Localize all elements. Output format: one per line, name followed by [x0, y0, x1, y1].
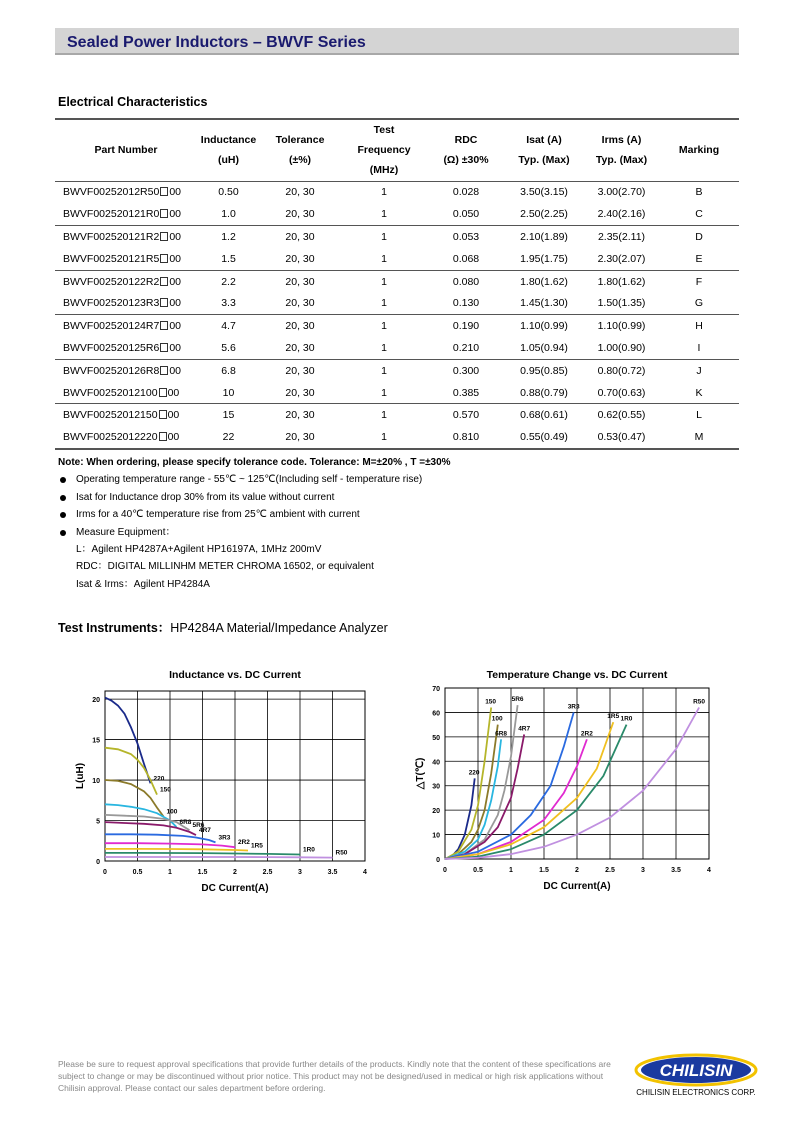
part-number-suffix: 00 [169, 208, 181, 221]
tolerance-code-box [159, 432, 167, 441]
y-tick-label: 20 [432, 808, 440, 816]
note-bullet: Irms for a 40℃ temperature rise from 25℃ ambient with current [58, 506, 451, 523]
series-line-100 [105, 780, 164, 817]
column-header [340, 119, 428, 181]
rdc-cell: 0.050 [428, 203, 504, 225]
isat-cell: 1.80(1.62) [520, 275, 568, 288]
part-number-suffix: 00 [169, 275, 181, 288]
series-label: 2R2 [580, 730, 593, 738]
x-tick-label: 0 [103, 869, 107, 876]
marking-cell: D [695, 230, 703, 243]
x-tick-label: 4 [707, 867, 711, 874]
series-label: 220 [153, 775, 165, 783]
part-number-suffix: 00 [167, 386, 180, 399]
part-number-suffix: 00 [169, 320, 181, 333]
inductance-cell: 5.6 [197, 337, 260, 359]
x-tick-label: 3.5 [327, 869, 338, 876]
irms-cell: 2.40(2.16) [584, 203, 659, 225]
part-number: BWVF00252012R50 [63, 186, 160, 199]
notes [58, 454, 451, 593]
section-heading: Electrical Characteristics [58, 95, 208, 109]
table-row [55, 248, 739, 270]
series-label: 2R2 [238, 839, 250, 847]
part-number-suffix: 00 [167, 430, 180, 443]
freq-cell: 1 [340, 292, 428, 314]
tolerance-cell: 20, 30 [285, 409, 315, 422]
y-tick-label: 60 [432, 710, 440, 718]
tolerance-code-box [160, 277, 168, 286]
isat-cell: 0.55(0.49) [504, 426, 584, 448]
table-row [55, 203, 739, 225]
series-label: 220 [468, 769, 480, 777]
note-bullet: Measure Equipment： [58, 524, 451, 541]
freq-cell: 1 [340, 426, 428, 448]
series-label: 1R5 [607, 713, 620, 721]
test-instruments-label: Test Instruments： [58, 621, 171, 635]
rdc-cell: 0.053 [452, 230, 480, 243]
marking-cell: J [696, 364, 702, 377]
series-line-R50 [445, 708, 699, 860]
marking-cell: C [659, 203, 739, 225]
part-number-cell [55, 404, 197, 426]
header-line: Tolerance [275, 134, 325, 147]
tolerance-code-box [159, 388, 167, 397]
y-tick-label: 70 [432, 686, 440, 693]
freq-cell: 1 [340, 248, 428, 270]
tolerance-cell: 20, 30 [285, 230, 315, 243]
series-label: 6R8 [179, 819, 192, 826]
part-number-cell [55, 181, 197, 203]
test-instruments-value: HP4284A Material/Impedance Analyzer [170, 621, 388, 635]
y-tick-label: 50 [432, 734, 440, 742]
table-row [55, 382, 739, 404]
series-label: 6R8 [495, 730, 508, 738]
irms-cell: 3.00(2.70) [597, 186, 646, 199]
chilisin-logo [628, 1050, 768, 1100]
series-label: 4R7 [199, 827, 211, 835]
column-header [260, 119, 340, 181]
irms-cell: 1.10(0.99) [597, 320, 646, 333]
isat-cell: 1.05(0.94) [504, 337, 584, 359]
isat-cell: 2.50(2.25) [504, 203, 584, 225]
y-tick-label: 10 [92, 778, 100, 786]
freq-cell: 1 [381, 275, 387, 288]
isat-cell: 1.10(0.99) [520, 320, 568, 333]
y-tick-label: 5 [96, 818, 100, 826]
chart-title: Inductance vs. DC Current [169, 669, 301, 681]
x-tick-label: 2.5 [605, 867, 615, 874]
tolerance-code-box [160, 209, 168, 218]
series-line-220 [105, 698, 151, 784]
table-row [55, 181, 739, 203]
inductance-cell: 1.0 [197, 203, 260, 225]
freq-cell: 1 [381, 230, 387, 243]
marking-cell: E [659, 248, 739, 270]
table-row [55, 337, 739, 359]
rdc-cell: 0.068 [428, 248, 504, 270]
rdc-cell: 0.190 [452, 320, 480, 333]
part-number: BWVF002520121R5 [63, 252, 160, 265]
part-number-suffix: 00 [169, 252, 181, 265]
header-line: Irms (A) [601, 134, 642, 147]
irms-cell: 0.53(0.47) [584, 426, 659, 448]
note-bullet: Operating temperature range - 55℃ ~ 125℃(Including self - temperature rise) [58, 471, 451, 488]
series-label: 5R6 [192, 822, 205, 830]
tolerance-cell: 20, 30 [285, 364, 315, 377]
part-number-cell [55, 337, 197, 359]
table-row [55, 404, 739, 426]
header-line: (MHz) [369, 164, 399, 177]
part-number: BWVF002520125R6 [63, 341, 160, 354]
inductance-cell: 3.3 [197, 292, 260, 314]
part-number-cell [55, 426, 197, 448]
isat-cell: 1.95(1.75) [504, 248, 584, 270]
freq-cell: 1 [381, 364, 387, 377]
marking-cell: B [695, 186, 703, 199]
tolerance-cell: 20, 30 [260, 382, 340, 404]
header-line: Marking [678, 144, 720, 157]
rdc-cell: 0.810 [428, 426, 504, 448]
header-line: Frequency [357, 144, 411, 157]
tolerance-code-box [159, 410, 167, 419]
equipment-line: Isat & Irms：Agilent HP4284A [76, 578, 210, 590]
part-number-suffix: 00 [169, 364, 181, 377]
part-number: BWVF00252012220 [63, 430, 158, 443]
part-number: BWVF002520123R3 [63, 297, 160, 310]
tolerance-cell: 20, 30 [285, 320, 315, 333]
rdc-cell: 0.385 [428, 382, 504, 404]
y-axis-label: L(uH) [75, 762, 86, 790]
x-tick-label: 0 [443, 867, 447, 874]
series-label: 100 [166, 808, 178, 816]
x-tick-label: 3 [641, 867, 645, 874]
header-line: (uH) [218, 154, 239, 167]
part-number-cell [55, 203, 197, 225]
inductance-chart [55, 663, 380, 903]
part-number: BWVF00252012100 [63, 386, 158, 399]
column-header [584, 119, 659, 181]
isat-cell: 0.88(0.79) [504, 382, 584, 404]
marking-cell: F [695, 275, 703, 288]
inductance-cell: 10 [197, 382, 260, 404]
part-number-suffix: 00 [169, 186, 181, 199]
y-tick-label: 15 [92, 737, 100, 745]
isat-cell: 2.10(1.89) [520, 230, 568, 243]
y-tick-label: 10 [432, 832, 440, 840]
series-label: R50 [335, 849, 348, 857]
part-number: BWVF002520122R2 [63, 275, 160, 288]
equipment-line: L：Agilent HP4287A+Agilent HP16197A, 1MHz 200mV [76, 544, 322, 556]
freq-cell: 1 [340, 337, 428, 359]
x-tick-label: 2 [233, 869, 237, 876]
series-label: 4R7 [518, 725, 531, 733]
isat-cell: 1.45(1.30) [504, 292, 584, 314]
series-label: 5R6 [511, 696, 524, 704]
inductance-cell: 1.5 [197, 248, 260, 270]
y-tick-label: 40 [432, 759, 440, 767]
part-number-cell [55, 382, 197, 404]
x-tick-label: 3.5 [671, 867, 681, 874]
irms-cell: 0.62(0.55) [597, 409, 646, 422]
rdc-cell: 0.080 [452, 275, 480, 288]
isat-cell: 0.68(0.61) [520, 409, 568, 422]
tolerance-cell: 20, 30 [285, 275, 315, 288]
series-line-3R3 [105, 834, 216, 842]
part-number-cell [55, 359, 197, 381]
tolerance-cell: 20, 30 [260, 203, 340, 225]
equipment-line: RDC：DIGITAL MILLINHM METER CHROMA 16502, or equivalent [76, 561, 374, 573]
column-header [504, 119, 584, 181]
inductance-cell: 4.7 [221, 320, 236, 333]
rdc-cell: 0.028 [452, 186, 480, 199]
part-number: BWVF00252012150 [63, 409, 158, 422]
series-label: 150 [485, 698, 497, 706]
table-row [55, 426, 739, 448]
y-tick-label: 0 [96, 859, 100, 866]
tolerance-cell: 20, 30 [260, 292, 340, 314]
part-number-suffix: 00 [167, 409, 180, 422]
irms-cell: 2.35(2.11) [597, 230, 646, 243]
header-line: Inductance [200, 134, 257, 147]
table-row [55, 226, 739, 248]
header-line: Typ. (Max) [518, 154, 570, 167]
x-tick-label: 1 [509, 867, 513, 874]
page-title: Sealed Power Inductors – BWVF Series [67, 34, 366, 51]
tolerance-code-box [160, 321, 168, 330]
part-number-cell [55, 315, 197, 337]
note-bullet: Isat for Inductance drop 30% from its value without current [58, 489, 451, 506]
irms-cell: 2.30(2.07) [584, 248, 659, 270]
tolerance-cell: 20, 30 [260, 426, 340, 448]
y-tick-label: 30 [432, 783, 440, 791]
x-tick-label: 1 [168, 869, 172, 876]
inductance-cell: 1.2 [221, 230, 236, 243]
series-line-150 [105, 748, 157, 795]
electrical-characteristics-table [55, 118, 739, 450]
series-line-1R5 [105, 849, 248, 851]
table-row [55, 270, 739, 292]
tolerance-code-box [160, 254, 168, 263]
header-line: (Ω) ±30% [443, 154, 489, 167]
y-tick-label: 0 [436, 857, 440, 864]
part-number-suffix: 00 [169, 297, 181, 310]
tolerance-code-box [160, 187, 168, 196]
x-tick-label: 1.5 [539, 867, 549, 874]
freq-cell: 1 [381, 320, 387, 333]
header-line: Part Number [94, 144, 158, 157]
irms-cell: 1.50(1.35) [584, 292, 659, 314]
x-tick-label: 4 [363, 869, 367, 876]
series-line-100 [445, 725, 498, 859]
part-number: BWVF002520126R8 [63, 364, 160, 377]
x-axis-label: DC Current(A) [543, 881, 611, 892]
x-tick-label: 3 [298, 869, 302, 876]
column-header [197, 119, 260, 181]
irms-cell: 1.00(0.90) [584, 337, 659, 359]
part-number: BWVF002520124R7 [63, 320, 160, 333]
x-tick-label: 0.5 [473, 867, 483, 874]
freq-cell: 1 [381, 409, 387, 422]
irms-cell: 1.80(1.62) [597, 275, 646, 288]
part-number-cell [55, 270, 197, 292]
series-line-150 [445, 708, 491, 860]
x-tick-label: 2.5 [262, 869, 273, 876]
inductance-cell: 22 [197, 426, 260, 448]
tolerance-cell: 20, 30 [260, 248, 340, 270]
tolerance-code-box [160, 232, 168, 241]
table-header-row [55, 119, 739, 181]
series-label: 1R0 [620, 715, 633, 723]
rdc-cell: 0.130 [428, 292, 504, 314]
irms-cell: 0.70(0.63) [584, 382, 659, 404]
series-line-R50 [105, 857, 333, 858]
series-line-1R5 [445, 722, 613, 859]
y-axis-label: △T(℃) [415, 757, 426, 790]
rdc-cell: 0.300 [452, 364, 480, 377]
table-row [55, 315, 739, 337]
logo-wordmark: CHILISIN [659, 1061, 733, 1080]
marking-cell: M [659, 426, 739, 448]
marking-cell: H [695, 320, 703, 333]
series-label: 1R5 [251, 842, 263, 850]
x-axis-label: DC Current(A) [201, 883, 269, 894]
tolerance-code-box [160, 366, 168, 375]
temperature-chart [405, 663, 730, 903]
column-header [55, 119, 197, 181]
title-bar [55, 28, 739, 55]
tolerance-code-box [160, 343, 168, 352]
tolerance-cell: 20, 30 [260, 337, 340, 359]
marking-cell: G [659, 292, 739, 314]
marking-cell: L [696, 409, 702, 422]
inductance-cell: 2.2 [221, 275, 236, 288]
chart-title: Temperature Change vs. DC Current [486, 669, 668, 681]
series-label: 1R0 [303, 846, 315, 854]
part-number-cell [55, 226, 197, 248]
x-tick-label: 2 [575, 867, 579, 874]
inductance-cell: 6.8 [221, 364, 236, 377]
marking-cell: K [659, 382, 739, 404]
y-tick-label: 20 [92, 697, 100, 705]
freq-cell: 1 [340, 382, 428, 404]
x-tick-label: 0.5 [132, 869, 143, 876]
isat-cell: 3.50(3.15) [520, 186, 568, 199]
header-line: RDC [454, 134, 478, 147]
header-line: Typ. (Max) [595, 154, 648, 167]
irms-cell: 0.80(0.72) [597, 364, 646, 377]
freq-cell: 1 [381, 186, 387, 199]
header-line: Test [373, 124, 395, 137]
part-number-cell [55, 248, 197, 270]
marking-cell: I [659, 337, 739, 359]
series-label: 100 [491, 715, 503, 723]
rdc-cell: 0.570 [452, 409, 480, 422]
ordering-note: Note: When ordering, please specify tolerance code. Tolerance: M=±20% , T =±30% [58, 457, 451, 468]
table-row [55, 359, 739, 381]
inductance-cell: 0.50 [218, 186, 239, 199]
series-label: 3R3 [218, 834, 231, 842]
tolerance-code-box [160, 298, 168, 307]
freq-cell: 1 [340, 203, 428, 225]
part-number-suffix: 00 [169, 341, 181, 354]
header-line: Isat (A) [526, 134, 562, 147]
column-header [659, 119, 739, 181]
series-label: R50 [693, 698, 706, 706]
part-number-suffix: 00 [169, 230, 181, 243]
isat-cell: 0.95(0.85) [520, 364, 568, 377]
column-header [428, 119, 504, 181]
rdc-cell: 0.210 [428, 337, 504, 359]
table-row [55, 292, 739, 314]
inductance-cell: 15 [222, 409, 235, 422]
header-line: (±%) [288, 154, 312, 167]
series-label: 3R3 [567, 703, 580, 711]
part-number: BWVF002520121R2 [63, 230, 160, 243]
part-number-cell [55, 292, 197, 314]
part-number: BWVF002520121R0 [63, 208, 160, 221]
x-tick-label: 1.5 [197, 869, 208, 876]
test-instruments [58, 618, 388, 636]
tolerance-cell: 20, 30 [285, 186, 315, 199]
company-name: CHILISIN ELECTRONICS CORP. [636, 1088, 756, 1097]
footer-disclaimer: Please be sure to request approval specifications that provide further details of the products. Kindly note that the content of these specifications are subject to change or may be discontinued without prior notice. This product may not be designed/used in medical or high risk applications without Chilisin approval. Please contact our sales department before ordering. [58, 1059, 611, 1094]
series-label: 150 [160, 786, 171, 794]
